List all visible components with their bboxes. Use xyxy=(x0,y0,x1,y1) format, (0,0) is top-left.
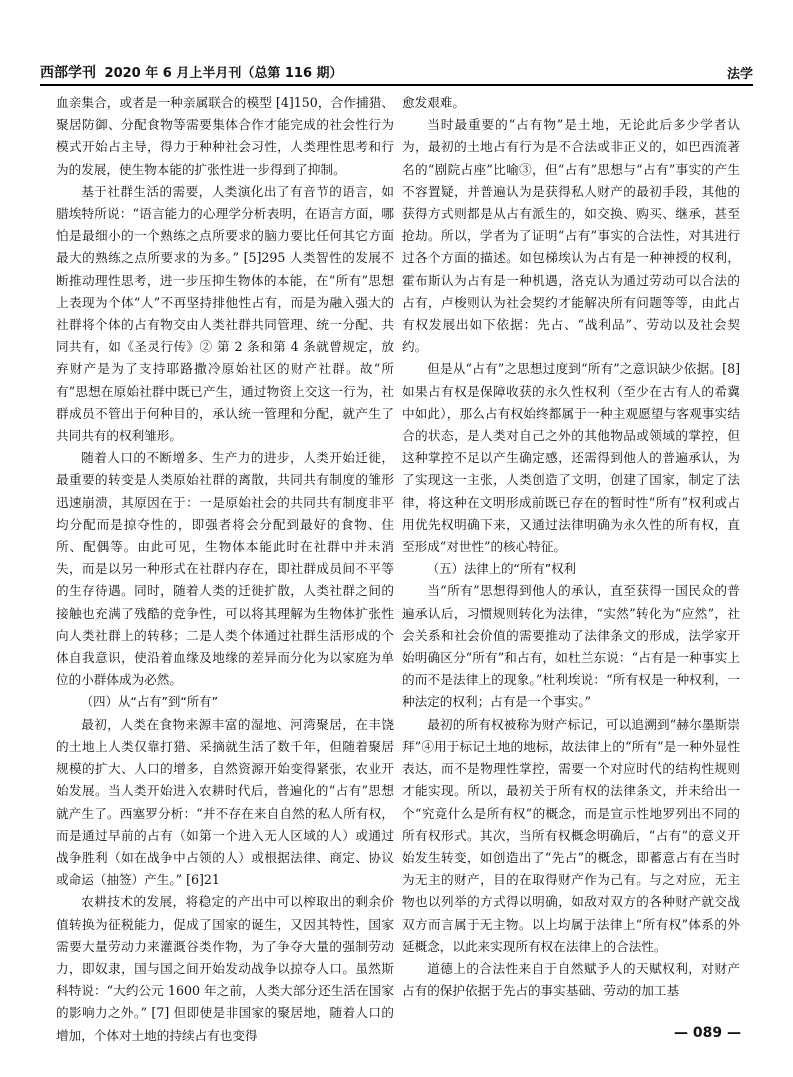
left-column xyxy=(56,92,394,1043)
paragraph: 基于社群生活的需要，人类演化出了有音节的语言，如腊埃特所说：“语言能力的心理学分析表明，在语言方面，哪怕是最细小的一个熟练之点所要求的脑力要比任何其它方面最大的熟练之点所要求的为多。” [5]295 人类智性的发展不断推动理性思考，进一步压抑生物体的本能，在“所有”思想上表现为个体“人”不再坚持排他性占有，而是为融入强大的社群将个体的占有物交由人类社群共同管理、统一分配、共同共有，如《圣灵行传》② 第 2 条和第 4 条就曾规定，放弃财产是为了支持耶路撒冷原始社区的财产社群。故“所有”思想在原始社群中既已产生，通过物资上交这一行为，社群成员不管出于何种目的，承认统一管理和分配，就产生了共同共有的权利雏形。 xyxy=(56,183,394,444)
issue-info: 2020 年 6 月上半月刊（总第 116 期） xyxy=(104,66,343,81)
paragraph: 当“所有”思想得到他人的承认，直至获得一国民众的普遍承认后，习惯规则转化为法律，“实然”转化为“应然”，社会关系和社会价值的需要推动了法律条文的形成，法学家开始明确区分“所有”和占有，如杜兰东说：“占有是一种事实上的而不是法律上的现象。”杜利埃说：“所有权是一种权利，一种法定的权利；占有是一个事实。” xyxy=(402,583,740,710)
paragraph: 但是从“占有”之思想过度到“所有”之意识缺少依据。[8] 如果占有权是保障收获的永久性权利（至少在古有人的希冀中如此），那么占有权始终都属于一种主观愿望与客观事实结合的状态，是人类对自己之外的其他物品或领域的掌控，但这种掌控不足以产生确定感，还需得到他人的普遍承认，为了实现这一主张，人类创造了文明，创建了国家，制定了法律，将这种在文明形成前既已存在的暂时性“所有”权利或占用优先权明确下来，又通过法律明确为永久性的所有权，直至形成“对世性”的核心特征。 xyxy=(402,361,740,555)
journal-logo: 西部学刊 xyxy=(40,65,96,81)
paragraph: 随着人口的不断增多、生产力的进步，人类开始迁徙，最重要的转变是人类原始社群的离散，共同共有制度的雏形迅速崩溃，其原因在于：一是原始社会的共同共有制度非平均分配而是掠夺性的，即强者将会分配到最好的食物、住所、配偶等。由此可见，生物体本能此时在社群中并未消失，而是以另一种形式在社群内存在，即社群成员间不平等的生存待遇。同时，随着人类的迁徙扩散，人类社群之间的接触也充满了残酷的竞争性，可以将其理解为生物体扩张性向人类社群上的转移；二是人类个体通过社群生活形成的个体自我意识，使沿着血缘及地缘的差异而分化为以家庭为单位的小群体成为必然。 xyxy=(56,450,394,688)
paragraph: 最初，人类在食物来源丰富的湿地、河湾聚居，在丰饶的土地上人类仅靠打猎、采摘就生活了数千年，但随着聚居规模的扩大、人口的增多，自然资源开始变得紧张，农业开始发展。当人类开始进入农耕时代后，普遍化的“占有”思想就产生了。西塞罗分析：“并不存在来自自然的私人所有权，而是通过早前的占有（如第一个进入无人区域的人）或通过战争胜利（如在战争中占领的人）或根据法律、商定、协议或命运（抽签）产生。” [6]21 xyxy=(56,716,394,888)
section-label: 法学 xyxy=(726,67,753,82)
journal-info xyxy=(40,62,343,82)
paragraph: 当时最重要的“占有物”是土地，无论此后多少学者认为，最初的土地占有行为是不合法或非正义的，如巴西流著名的“剧院占座”比喻③，但“占有”思想与“占有”事实的产生不容置疑，并普遍认为是获得私人财产的最初手段，其他的获得方式则都是从占有派生的，如交换、购买、继承，甚至抢劫。所以，学者为了证明“占有”事实的合法性，对其进行过各个方面的描述。如包梯埃认为占有是一种神授的权利，霍布斯认为占有是一种机遇，洛克认为通过劳动可以合法的占有，卢梭则认为社会契约才能解决所有问题等等，由此占有权发展出如下依据：先占、“战利品”、劳动以及社会契约。 xyxy=(402,117,740,355)
header-rule xyxy=(40,84,753,86)
paragraph: 农耕技术的发展，将稳定的产出中可以榨取出的剩余价值转换为征税能力，促成了国家的诞生，又因其特性，国家需要大量劳动力来灌溉谷类作物，为了争夺大量的强制劳动力，即奴隶，国与国之间开始发动战争以掠夺人口。虽然斯科特说：“大约公元 1600 年之前，人类大部分还生活在国家的影响力之外。” [7] 但即使是非国家的聚居地，随着人口的增加，个体对土地的持续占有也变得 xyxy=(56,894,394,1043)
section-heading: （五）法律上的“所有”权利 xyxy=(426,561,576,577)
right-column xyxy=(402,92,740,1022)
section-heading: （四）从“占有”到“所有” xyxy=(80,694,218,710)
paragraph: 最初的所有权被称为财产标记，可以追溯到“赫尔墨斯崇拜”④用于标记土地的地标，故法律上的“所有”是一种外显性表达，而不是物理性掌控，需要一个对应时代的结构性规则才能实现。所以，最初关于所有权的法律条文，并未给出一个“究竟什么是所有权”的概念，而是宣示性地罗列出不同的所有权形式。其次，当所有权概念明确后，“占有”的意义开始发生转变，如创造出了“先占”的概念，即蓄意占有在当时为无主的财产，目的在取得财产作为己有。与之对应，无主物也以列举的方式得以明确，如敌对双方的各种财产就交战双方而言属于无主物。以上均属于法律上“所有权”体系的外延概念，以此来实现所有权在法律上的合法性。 xyxy=(402,716,740,954)
page-number: — 089 — xyxy=(674,1025,741,1041)
paragraph: 血亲集合，或者是一种亲属联合的模型 [4]150，合作捕猎、聚居防御、分配食物等需要集体合作才能完成的社会性行为模式开始占主导，得力于种种社会习性，人类理性思考和行为的发展，使生物本能的扩张性进一步得到了抑制。 xyxy=(56,95,394,177)
paragraph: 愈发艰难。 xyxy=(402,95,465,110)
paragraph: 道德上的合法性来自于自然赋予人的天赋权利，对财产占有的保护依据于先占的事实基础、劳动的加工基 xyxy=(402,960,740,999)
running-header xyxy=(40,58,753,82)
